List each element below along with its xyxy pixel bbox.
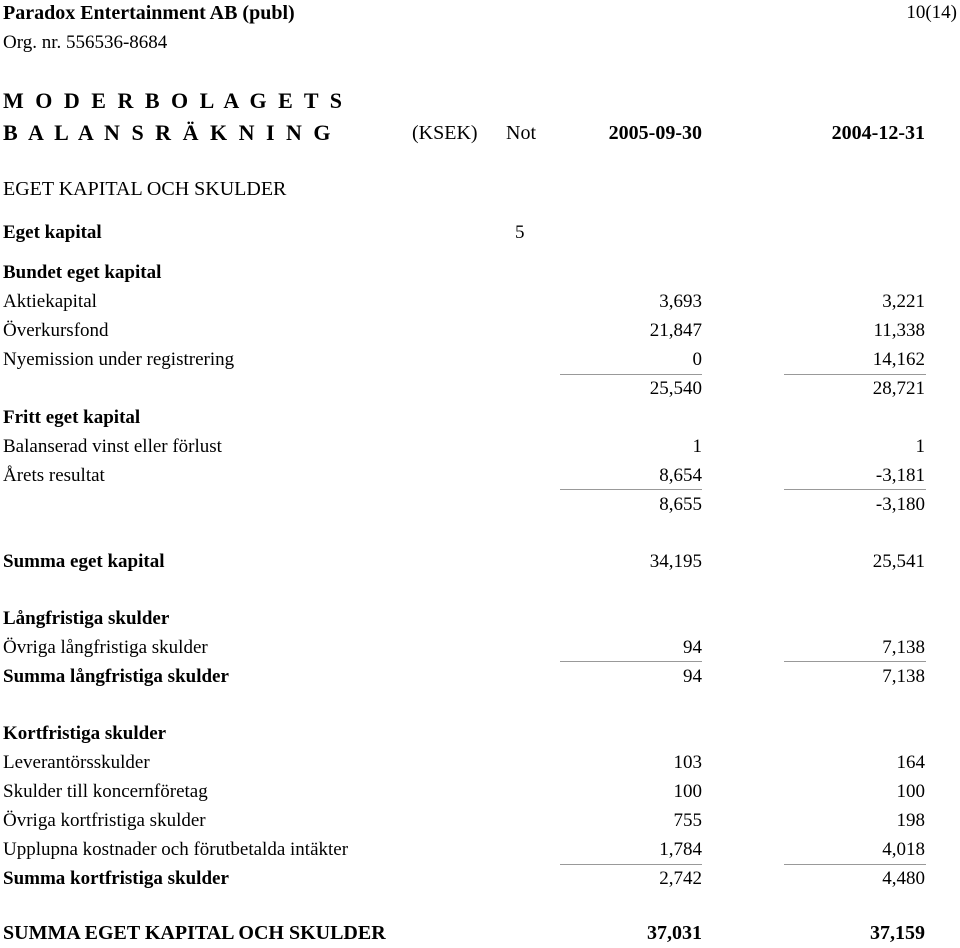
unit-header: (KSEK) bbox=[412, 122, 478, 144]
table-row bbox=[0, 723, 960, 749]
subtotal-rule bbox=[560, 374, 702, 375]
company-name: Paradox Entertainment AB (publ) bbox=[3, 2, 295, 24]
row-label: Årets resultat bbox=[3, 465, 105, 486]
value-2005: 3,693 bbox=[659, 291, 702, 312]
table-row bbox=[0, 378, 960, 404]
value-2004: 25,541 bbox=[872, 551, 925, 572]
value-2005: 94 bbox=[683, 637, 702, 658]
value-2004: 14,162 bbox=[872, 349, 925, 370]
row-label: Övriga långfristiga skulder bbox=[3, 637, 208, 658]
period1-header: 2005-09-30 bbox=[608, 122, 702, 144]
table-row bbox=[0, 407, 960, 433]
value-2005: 34,195 bbox=[649, 551, 702, 572]
row-label: Leverantörsskulder bbox=[3, 752, 150, 773]
value-2005: 25,540 bbox=[649, 378, 702, 399]
table-row bbox=[0, 637, 960, 663]
table-row bbox=[0, 465, 960, 491]
value-2005: 0 bbox=[692, 349, 702, 370]
row-label: Eget kapital bbox=[3, 222, 102, 243]
row-label: Fritt eget kapital bbox=[3, 407, 141, 428]
value-2004: -3,180 bbox=[875, 494, 925, 515]
row-note: 5 bbox=[515, 222, 525, 243]
value-2004: 4,018 bbox=[882, 839, 925, 860]
table-row bbox=[0, 291, 960, 317]
value-2004: 7,138 bbox=[882, 666, 925, 687]
subtotal-rule bbox=[784, 864, 926, 865]
table-row bbox=[0, 494, 960, 520]
row-label: Balanserad vinst eller förlust bbox=[3, 436, 222, 457]
value-2004: 100 bbox=[896, 781, 925, 802]
value-2005: 1,784 bbox=[659, 839, 702, 860]
value-2005: 8,655 bbox=[659, 494, 702, 515]
table-row bbox=[0, 666, 960, 692]
subtotal-rule bbox=[784, 661, 926, 662]
row-label: Nyemission under registrering bbox=[3, 349, 235, 370]
table-row bbox=[0, 868, 960, 894]
value-2005: 8,654 bbox=[659, 465, 702, 486]
value-2004: 28,721 bbox=[872, 378, 925, 399]
subtotal-rule bbox=[560, 661, 702, 662]
value-2005: 100 bbox=[673, 781, 702, 802]
value-2005: 755 bbox=[673, 810, 702, 831]
page-number: 10(14) bbox=[906, 2, 957, 23]
table-row bbox=[0, 222, 960, 248]
org-number: Org. nr. 556536-8684 bbox=[3, 32, 168, 53]
table-row bbox=[0, 262, 960, 288]
period2-header: 2004-12-31 bbox=[831, 122, 925, 144]
table-row bbox=[0, 320, 960, 346]
row-label: Summa kortfristiga skulder bbox=[3, 868, 229, 889]
table-row bbox=[0, 922, 960, 948]
row-label: Upplupna kostnader och förutbetalda intäkter bbox=[3, 839, 349, 860]
row-label: Summa eget kapital bbox=[3, 551, 165, 572]
value-2004: 4,480 bbox=[882, 868, 925, 889]
value-2004: 1 bbox=[915, 436, 925, 457]
row-label: Övriga kortfristiga skulder bbox=[3, 810, 206, 831]
table-row bbox=[0, 551, 960, 577]
subtotal-rule bbox=[784, 489, 926, 490]
value-2005: 103 bbox=[673, 752, 702, 773]
row-label: Långfristiga skulder bbox=[3, 608, 170, 629]
row-label: Bundet eget kapital bbox=[3, 262, 162, 283]
section-title: EGET KAPITAL OCH SKULDER bbox=[3, 178, 287, 200]
row-label: SUMMA EGET KAPITAL OCH SKULDER bbox=[3, 922, 386, 944]
row-label: Skulder till koncernföretag bbox=[3, 781, 208, 802]
subtotal-rule bbox=[784, 374, 926, 375]
row-label: Summa långfristiga skulder bbox=[3, 666, 229, 687]
value-2004: 164 bbox=[896, 752, 925, 773]
table-row bbox=[0, 839, 960, 865]
value-2005: 2,742 bbox=[659, 868, 702, 889]
table-row bbox=[0, 752, 960, 778]
value-2005: 94 bbox=[683, 666, 702, 687]
table-row bbox=[0, 810, 960, 836]
table-row bbox=[0, 349, 960, 375]
title-line-2: B A L A N S R Ä K N I N G bbox=[3, 120, 334, 145]
subtotal-rule bbox=[560, 864, 702, 865]
table-row bbox=[0, 608, 960, 634]
table-row bbox=[0, 436, 960, 462]
value-2004: -3,181 bbox=[875, 465, 925, 486]
value-2004: 11,338 bbox=[873, 320, 925, 341]
value-2004: 37,159 bbox=[870, 922, 925, 944]
value-2004: 7,138 bbox=[882, 637, 925, 658]
note-header: Not bbox=[506, 122, 536, 144]
value-2005: 1 bbox=[692, 436, 702, 457]
row-label: Kortfristiga skulder bbox=[3, 723, 167, 744]
value-2005: 37,031 bbox=[647, 922, 702, 944]
row-label: Överkursfond bbox=[3, 320, 109, 341]
subtotal-rule bbox=[560, 489, 702, 490]
value-2005: 21,847 bbox=[649, 320, 702, 341]
row-label: Aktiekapital bbox=[3, 291, 97, 312]
title-line-1: M O D E R B O L A G E T S bbox=[3, 88, 345, 113]
value-2004: 198 bbox=[896, 810, 925, 831]
table-row bbox=[0, 781, 960, 807]
value-2004: 3,221 bbox=[882, 291, 925, 312]
